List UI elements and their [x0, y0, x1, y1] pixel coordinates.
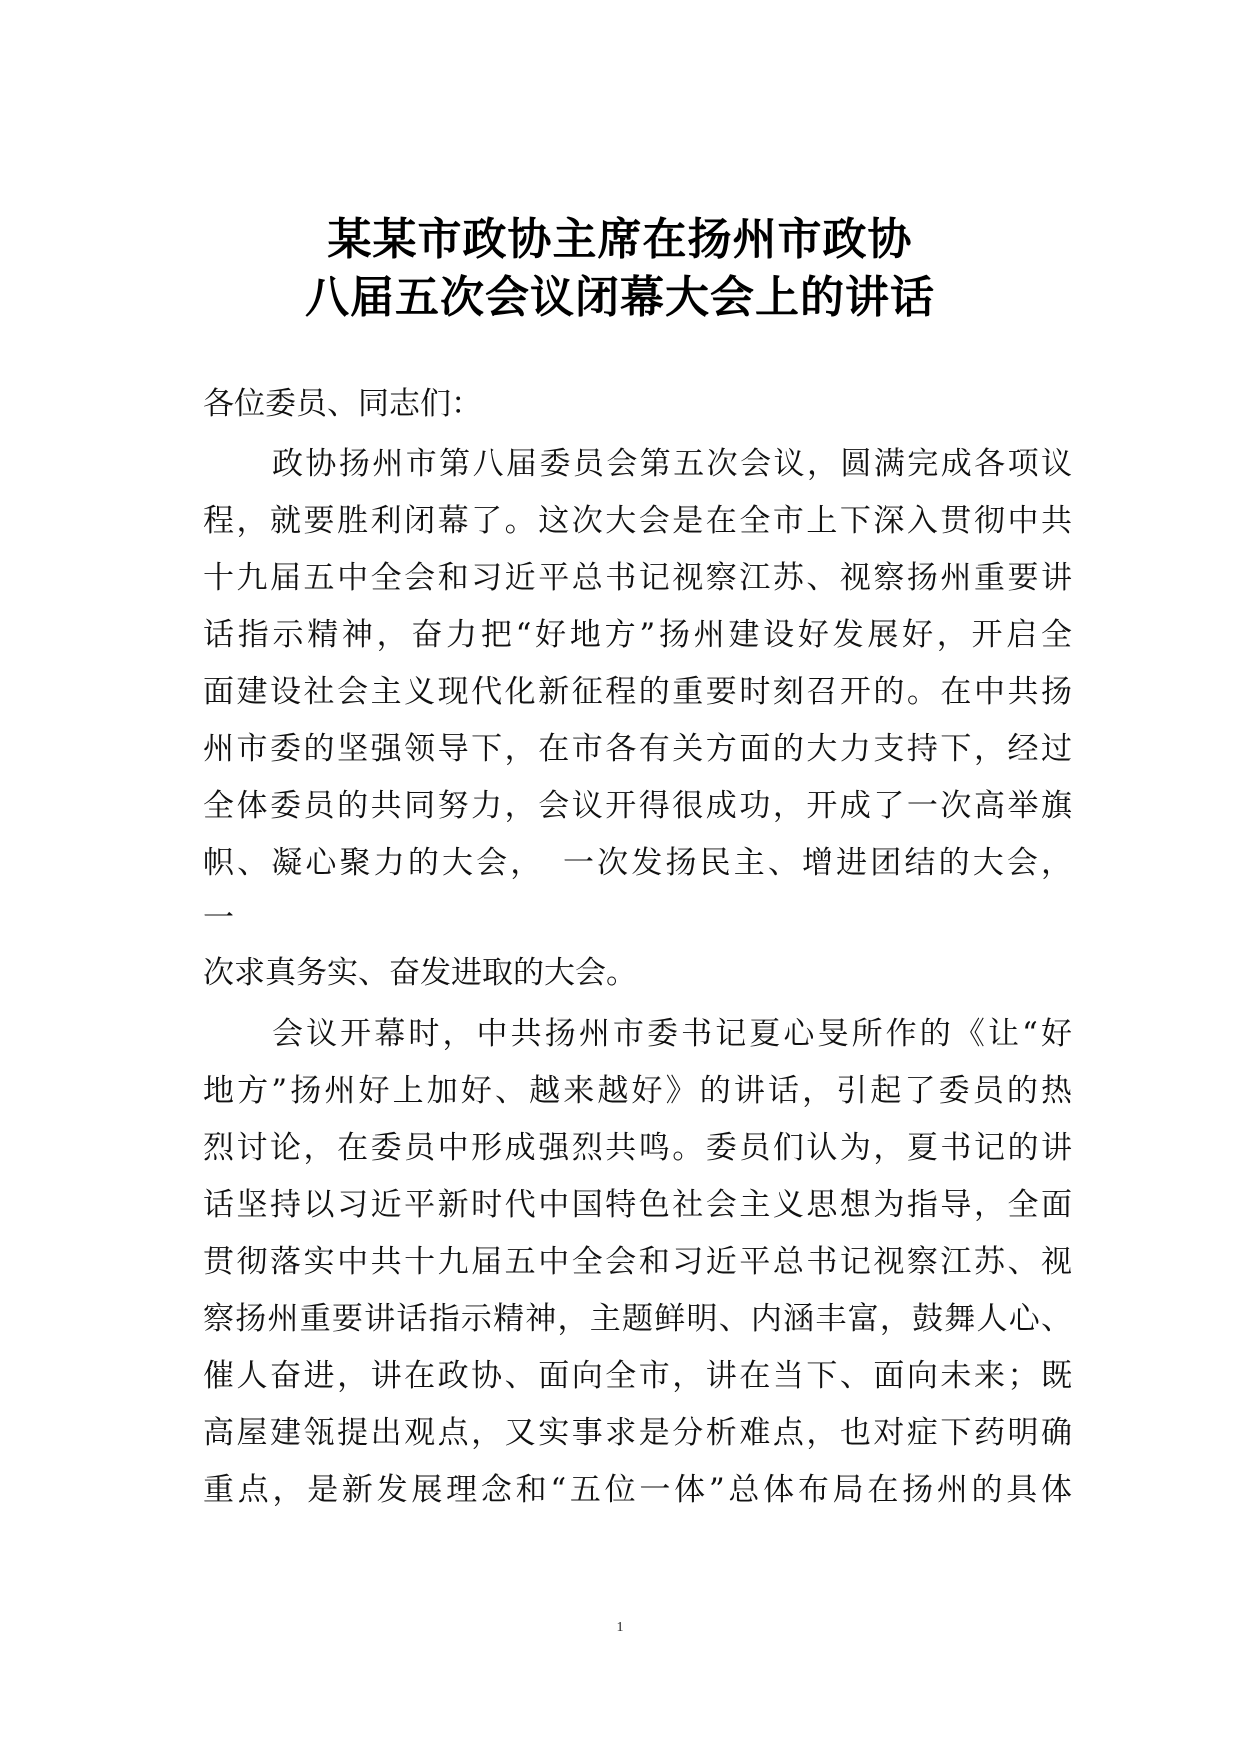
paragraph-1-line-5: 面建设社会主义现代化新征程的重要时刻召开的。在中共扬: [203, 674, 1072, 710]
salutation: 各位委员、同志们：: [203, 386, 482, 422]
paragraph-2-line-5: 贯彻落实中共十九届五中全会和习近平总书记视察江苏、视: [203, 1244, 1072, 1280]
paragraph-2-line-4: 话坚持以习近平新时代中国特色社会主义思想为指导，全面: [203, 1187, 1072, 1223]
page-number: 1: [616, 1620, 624, 1635]
paragraph-2-line-1: 会议开幕时，中共扬州市委书记夏心旻所作的《让“好: [272, 1016, 1072, 1052]
paragraph-2-line-9: 重点，是新发展理念和“五位一体”总体布局在扬州的具体: [203, 1472, 1072, 1508]
paragraph-1-line-7: 全体委员的共同努力，会议开得很成功，开成了一次高举旗: [203, 788, 1072, 824]
paragraph-2-line-3: 烈讨论，在委员中形成强烈共鸣。委员们认为，夏书记的讲: [203, 1130, 1072, 1166]
paragraph-1-line-1: 政协扬州市第八届委员会第五次会议，圆满完成各项议: [272, 446, 1072, 482]
paragraph-1-line-10: 次求真务实、奋发进取的大会。: [203, 955, 637, 991]
paragraph-1-line-8: 帜、凝心聚力的大会， 一次发扬民主、增进团结的大会，: [203, 845, 1072, 881]
paragraph-1-line-2: 程，就要胜利闭幕了。这次大会是在全市上下深入贯彻中共: [203, 503, 1072, 539]
paragraph-2-line-6: 察扬州重要讲话指示精神，主题鲜明、内涵丰富，鼓舞人心、: [203, 1301, 1072, 1337]
paragraph-1-line-3: 十九届五中全会和习近平总书记视察江苏、视察扬州重要讲: [203, 560, 1072, 596]
paragraph-2-line-8: 高屋建瓴提出观点，又实事求是分析难点，也对症下药明确: [203, 1415, 1072, 1451]
paragraph-1-line-6: 州市委的坚强领导下，在市各有关方面的大力支持下，经过: [203, 731, 1072, 767]
paragraph-1-line-9: 一: [203, 900, 234, 936]
paragraph-2-line-2: 地方”扬州好上加好、越来越好》的讲话，引起了委员的热: [203, 1073, 1072, 1109]
title-line-1: 某某市政协主席在扬州市政协: [327, 214, 913, 265]
paragraph-2-line-7: 催人奋进，讲在政协、面向全市，讲在当下、面向未来；既: [203, 1358, 1072, 1394]
paragraph-1-line-4: 话指示精神，奋力把“好地方”扬州建设好发展好，开启全: [203, 617, 1072, 653]
title-line-2: 八届五次会议闭幕大会上的讲话: [305, 272, 935, 323]
